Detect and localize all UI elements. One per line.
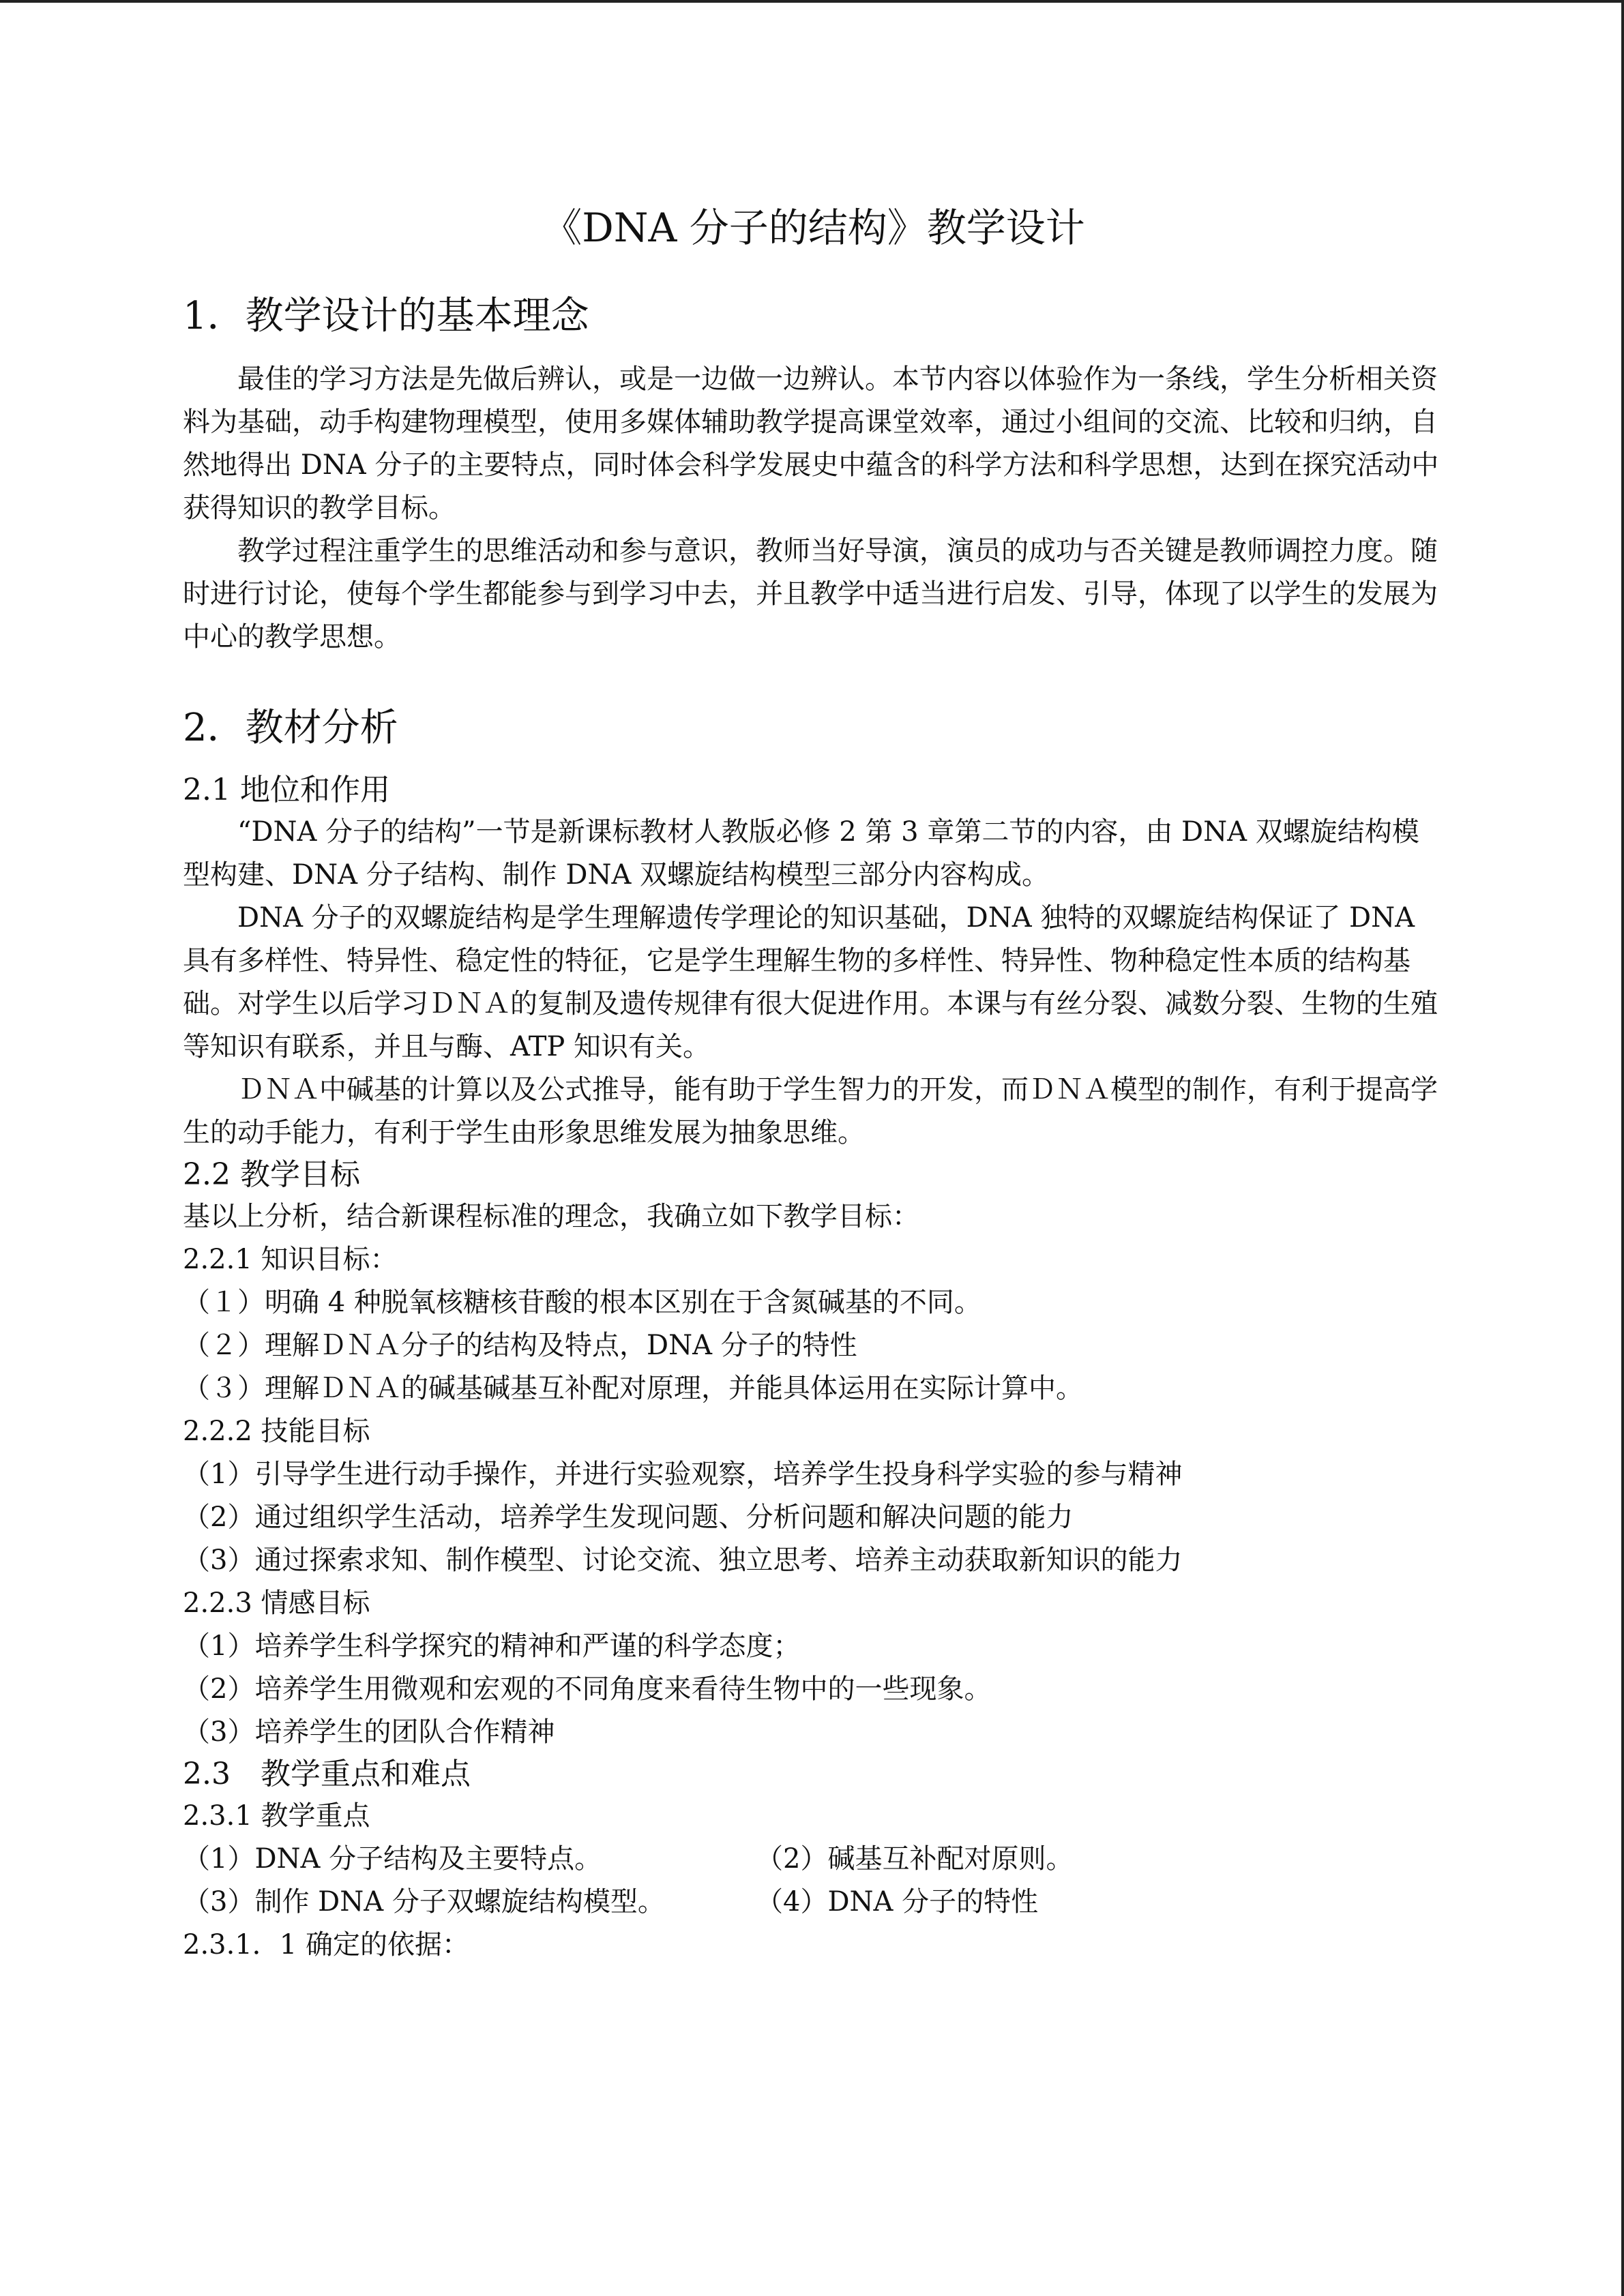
section-2-2-heading: 2.2 教学目标 <box>183 1157 360 1192</box>
key-point-item: （3）制作 DNA 分子双螺旋结构模型。 <box>183 1885 665 1918</box>
objectives-intro: 基以上分析，结合新课程标准的理念，我确立如下教学目标： <box>183 1200 919 1232</box>
section-1-paragraph: 最佳的学习方法是先做后辨认，或是一边做一边辨认。本节内容以体验作为一条线，学生分析相关资料为基础，动手构建物理模型，使用多媒体辅助教学提高课堂效率，通过小组间的交流、比较和归纳，自然地得出 DNA 分子的主要特点，同时体会科学发展史中蕴含的科学方法和科学思想，达到在探究活动中获得知识的教学目标。 <box>183 363 1439 524</box>
key-points-row <box>183 1881 1445 1924</box>
emotion-goal-item: （2）培养学生用微观和宏观的不同角度来看待生物中的一些现象。 <box>183 1673 992 1705</box>
knowledge-goal-item: （３）理解ＤＮＡ的碱基碱基互补配对原理，并能具体运用在实际计算中。 <box>183 1372 1083 1404</box>
section-2-1-heading: 2.1 地位和作用 <box>183 772 390 807</box>
skill-goal-item: （3）通过探索求知、制作模型、讨论交流、独立思考、培养主动获取新知识的能力 <box>183 1544 1183 1576</box>
skill-goals-heading: 2.2.2 技能目标 <box>183 1415 370 1447</box>
section-2-1-paragraph: “DNA 分子的结构”一节是新课标教材人教版必修 2 第 3 章第二节的内容，由 DNA 双螺旋结构模型构建、DNA 分子结构、制作 DNA 双螺旋结构模型三部分内容构成。 <box>183 816 1419 891</box>
section-2-1-paragraph: DNA 分子的双螺旋结构是学生理解遗传学理论的知识基础，DNA 独特的双螺旋结构保证了 DNA 具有多样性、特异性、稳定性的特征，它是学生理解生物的多样性、特异性、物种稳定性本质的结构基础。对学生以后学习ＤＮＡ的复制及遗传规律有很大促进作用。本课与有丝分裂、减数分裂、生物的生殖等知识有联系，并且与酶、ATP 知识有关。 <box>183 901 1438 1062</box>
key-points-row <box>183 1838 1445 1881</box>
emotion-goals-heading: 2.2.3 情感目标 <box>183 1587 370 1619</box>
key-points-heading: 2.3.1 教学重点 <box>183 1800 370 1832</box>
emotion-goal-item: （3）培养学生的团队合作精神 <box>183 1716 555 1748</box>
section-2-heading: 2．教材分析 <box>183 705 398 750</box>
knowledge-goal-item: （２）理解ＤＮＡ分子的结构及特点，DNA 分子的特性 <box>183 1329 857 1361</box>
skill-goal-item: （1）引导学生进行动手操作，并进行实验观察，培养学生投身科学实验的参与精神 <box>183 1458 1183 1490</box>
section-2-1-paragraph: ＤＮＡ中碱基的计算以及公式推导，能有助于学生智力的开发，而ＤＮＡ模型的制作，有利于提高学生的动手能力，有利于学生由形象思维发展为抽象思维。 <box>183 1073 1438 1148</box>
document-title: 《DNA 分子的结构》教学设计 <box>542 205 1085 251</box>
basis-heading: 2.3.1．1 确定的依据： <box>183 1928 469 1960</box>
key-point-item: （2）碱基互补配对原则。 <box>756 1843 1074 1875</box>
knowledge-goal-item: （１）明确 4 种脱氧核糖核苷酸的根本区别在于含氮碱基的不同。 <box>183 1286 981 1318</box>
knowledge-goals-heading: 2.2.1 知识目标： <box>183 1243 398 1275</box>
right-border <box>1621 0 1624 2296</box>
key-point-item: （1）DNA 分子结构及主要特点。 <box>183 1843 602 1875</box>
top-border <box>0 0 1624 3</box>
emotion-goal-item: （1）培养学生科学探究的精神和严谨的科学态度； <box>183 1630 801 1662</box>
skill-goal-item: （2）通过组织学生活动，培养学生发现问题、分析问题和解决问题的能力 <box>183 1501 1074 1533</box>
section-2-3-heading: 2.3 教学重点和难点 <box>183 1756 471 1791</box>
document-page <box>183 205 1445 1967</box>
section-1-heading: 1．教学设计的基本理念 <box>183 293 589 338</box>
key-point-item: （4）DNA 分子的特性 <box>756 1885 1039 1918</box>
section-1-paragraph: 教学过程注重学生的思维活动和参与意识，教师当好导演，演员的成功与否关键是教师调控力度。随时进行讨论，使每个学生都能参与到学习中去，并且教学中适当进行启发、引导，体现了以学生的发展为中心的教学思想。 <box>183 535 1438 653</box>
